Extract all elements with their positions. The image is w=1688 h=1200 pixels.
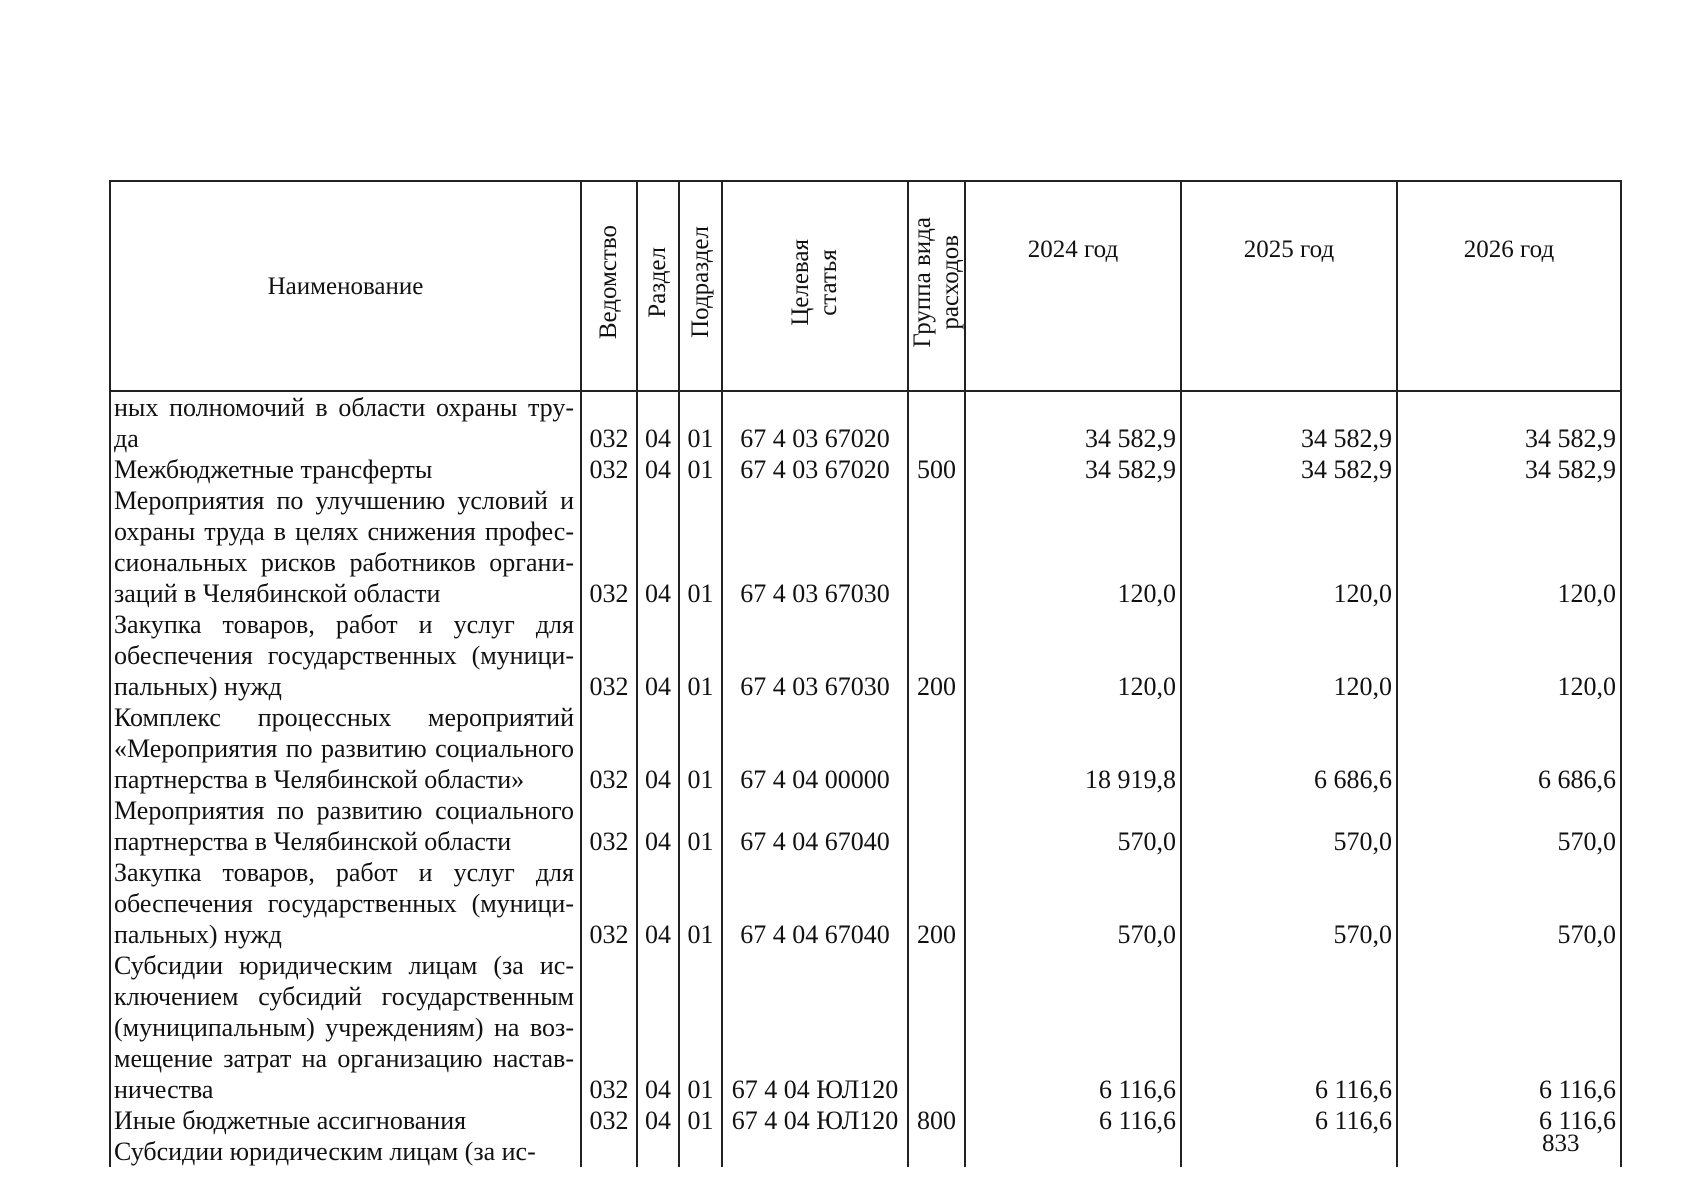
row-razd: 04 bbox=[637, 485, 679, 609]
row-cel bbox=[722, 1136, 908, 1167]
header-year-2024-label: 2024 год bbox=[1027, 236, 1119, 263]
row-cel: 67 4 03 67030 bbox=[722, 485, 908, 609]
row-razd: 04 bbox=[637, 950, 679, 1105]
row-y2025: 570,0 bbox=[1181, 795, 1397, 857]
row-podr: 01 bbox=[679, 702, 722, 795]
row-y2025: 6 116,6 bbox=[1181, 1105, 1397, 1136]
row-razd: 04 bbox=[637, 454, 679, 485]
row-ved: 032 bbox=[581, 1105, 637, 1136]
row-name: Мероприятия по развитию социального партнерства в Челябинской области bbox=[110, 795, 581, 857]
row-podr: 01 bbox=[679, 454, 722, 485]
row-podr: 01 bbox=[679, 857, 722, 950]
row-y2025: 570,0 bbox=[1181, 857, 1397, 950]
row-grp bbox=[908, 1136, 965, 1167]
row-y2025: 120,0 bbox=[1181, 485, 1397, 609]
row-y2024 bbox=[965, 1136, 1181, 1167]
table-row bbox=[110, 609, 1621, 702]
row-y2024: 34 582,9 bbox=[965, 391, 1181, 454]
row-y2026: 6 116,6 bbox=[1397, 950, 1621, 1105]
row-cel: 67 4 04 ЮЛ120 bbox=[722, 950, 908, 1105]
row-podr: 01 bbox=[679, 391, 722, 454]
row-y2025: 6 686,6 bbox=[1181, 702, 1397, 795]
row-podr: 01 bbox=[679, 485, 722, 609]
row-podr: 01 bbox=[679, 795, 722, 857]
row-grp: 200 bbox=[908, 609, 965, 702]
table-row bbox=[110, 391, 1621, 454]
table-row bbox=[110, 1136, 1621, 1167]
row-y2026: 6 686,6 bbox=[1397, 702, 1621, 795]
row-cel: 67 4 04 00000 bbox=[722, 702, 908, 795]
row-y2026: 120,0 bbox=[1397, 485, 1621, 609]
row-ved: 032 bbox=[581, 795, 637, 857]
row-y2024: 120,0 bbox=[965, 609, 1181, 702]
row-grp: 800 bbox=[908, 1105, 965, 1136]
page-number: 833 bbox=[1542, 1130, 1580, 1157]
table-row bbox=[110, 702, 1621, 795]
row-name: Субсидии юридическим лицам (за ис-ключением субсидий государственным (муниципальным) учреждениям) на воз-мещение затрат на организацию настав-ничества bbox=[110, 950, 581, 1105]
table-row bbox=[110, 454, 1621, 485]
table-row bbox=[110, 485, 1621, 609]
row-y2024: 120,0 bbox=[965, 485, 1181, 609]
row-grp bbox=[908, 391, 965, 454]
row-grp bbox=[908, 795, 965, 857]
table-row bbox=[110, 857, 1621, 950]
table-row bbox=[110, 1105, 1621, 1136]
header-razdel-label: Раздел bbox=[644, 246, 671, 318]
row-y2024: 34 582,9 bbox=[965, 454, 1181, 485]
row-ved: 032 bbox=[581, 485, 637, 609]
header-gruppa-label bbox=[909, 217, 965, 348]
row-name: Иные бюджетные ассигнования bbox=[110, 1105, 581, 1136]
row-y2024: 570,0 bbox=[965, 795, 1181, 857]
row-name: Закупка товаров, работ и услуг для обеспечения государственных (муници-пальных) нужд bbox=[110, 609, 581, 702]
row-ved: 032 bbox=[581, 454, 637, 485]
row-y2025: 120,0 bbox=[1181, 609, 1397, 702]
row-y2025: 34 582,9 bbox=[1181, 454, 1397, 485]
row-y2024: 6 116,6 bbox=[965, 950, 1181, 1105]
header-podrazdel bbox=[679, 181, 722, 391]
row-grp bbox=[908, 950, 965, 1105]
header-celevaya-label bbox=[787, 239, 843, 326]
row-name: ных полномочий в области охраны тру-да bbox=[110, 391, 581, 454]
row-ved: 032 bbox=[581, 609, 637, 702]
row-name: Мероприятия по улучшению условий и охраны труда в целях снижения профес-сиональных рисков работников органи-заций в Челябинской области bbox=[110, 485, 581, 609]
header-vedomstvo bbox=[581, 181, 637, 391]
row-y2026: 570,0 bbox=[1397, 795, 1621, 857]
header-celevaya-line2: статья bbox=[815, 248, 842, 316]
row-podr: 01 bbox=[679, 609, 722, 702]
header-celevaya bbox=[722, 181, 908, 391]
row-cel: 67 4 04 ЮЛ120 bbox=[722, 1105, 908, 1136]
row-y2026: 570,0 bbox=[1397, 857, 1621, 950]
header-razdel bbox=[637, 181, 679, 391]
header-gruppa-line1: Группа вида bbox=[909, 216, 936, 348]
header-year-2026 bbox=[1397, 181, 1621, 391]
row-razd: 04 bbox=[637, 391, 679, 454]
row-cel: 67 4 04 67040 bbox=[722, 795, 908, 857]
header-gruppa-line2: расходов bbox=[937, 234, 964, 330]
row-name: Закупка товаров, работ и услуг для обеспечения государственных (муници-пальных) нужд bbox=[110, 857, 581, 950]
row-y2025: 6 116,6 bbox=[1181, 950, 1397, 1105]
row-y2024: 6 116,6 bbox=[965, 1105, 1181, 1136]
row-razd: 04 bbox=[637, 1105, 679, 1136]
table-row bbox=[110, 950, 1621, 1105]
row-ved: 032 bbox=[581, 950, 637, 1105]
row-ved: 032 bbox=[581, 391, 637, 454]
header-year-2024 bbox=[965, 181, 1181, 391]
row-y2026: 6 116,6 bbox=[1397, 1105, 1621, 1136]
row-y2026: 34 582,9 bbox=[1397, 454, 1621, 485]
row-ved bbox=[581, 1136, 637, 1167]
row-ved: 032 bbox=[581, 702, 637, 795]
row-y2025: 34 582,9 bbox=[1181, 391, 1397, 454]
table-row bbox=[110, 795, 1621, 857]
row-y2026: 120,0 bbox=[1397, 609, 1621, 702]
row-cel: 67 4 03 67020 bbox=[722, 454, 908, 485]
table-body bbox=[110, 391, 1621, 1167]
row-y2026 bbox=[1397, 1136, 1621, 1167]
table-header bbox=[110, 181, 1621, 391]
row-y2025 bbox=[1181, 1136, 1397, 1167]
row-name: Комплекс процессных мероприятий «Мероприятия по развитию социального партнерства в Челябинской области» bbox=[110, 702, 581, 795]
row-razd: 04 bbox=[637, 609, 679, 702]
row-grp bbox=[908, 485, 965, 609]
row-y2024: 570,0 bbox=[965, 857, 1181, 950]
budget-table bbox=[109, 180, 1622, 1167]
header-name bbox=[110, 181, 581, 391]
row-y2026: 34 582,9 bbox=[1397, 391, 1621, 454]
row-podr: 01 bbox=[679, 950, 722, 1105]
row-razd: 04 bbox=[637, 795, 679, 857]
row-ved: 032 bbox=[581, 857, 637, 950]
header-gruppa bbox=[908, 181, 965, 391]
row-grp: 200 bbox=[908, 857, 965, 950]
row-name: Субсидии юридическим лицам (за ис- bbox=[110, 1136, 581, 1167]
row-razd: 04 bbox=[637, 857, 679, 950]
row-grp: 500 bbox=[908, 454, 965, 485]
row-cel: 67 4 03 67030 bbox=[722, 609, 908, 702]
row-cel: 67 4 03 67020 bbox=[722, 391, 908, 454]
row-podr bbox=[679, 1136, 722, 1167]
header-year-2025 bbox=[1181, 181, 1397, 391]
header-year-2025-label: 2025 год bbox=[1243, 236, 1335, 263]
header-podrazdel-label: Подраздел bbox=[686, 226, 714, 338]
row-cel: 67 4 04 67040 bbox=[722, 857, 908, 950]
row-grp bbox=[908, 702, 965, 795]
header-celevaya-line1: Целевая bbox=[787, 238, 814, 326]
header-year-2026-label: 2026 год bbox=[1463, 236, 1555, 263]
header-name-label: Наименование bbox=[267, 272, 424, 300]
row-y2024: 18 919,8 bbox=[965, 702, 1181, 795]
header-vedomstvo-label: Ведомство bbox=[595, 224, 622, 340]
row-name: Межбюджетные трансферты bbox=[110, 454, 581, 485]
row-razd: 04 bbox=[637, 702, 679, 795]
row-razd bbox=[637, 1136, 679, 1167]
row-podr: 01 bbox=[679, 1105, 722, 1136]
